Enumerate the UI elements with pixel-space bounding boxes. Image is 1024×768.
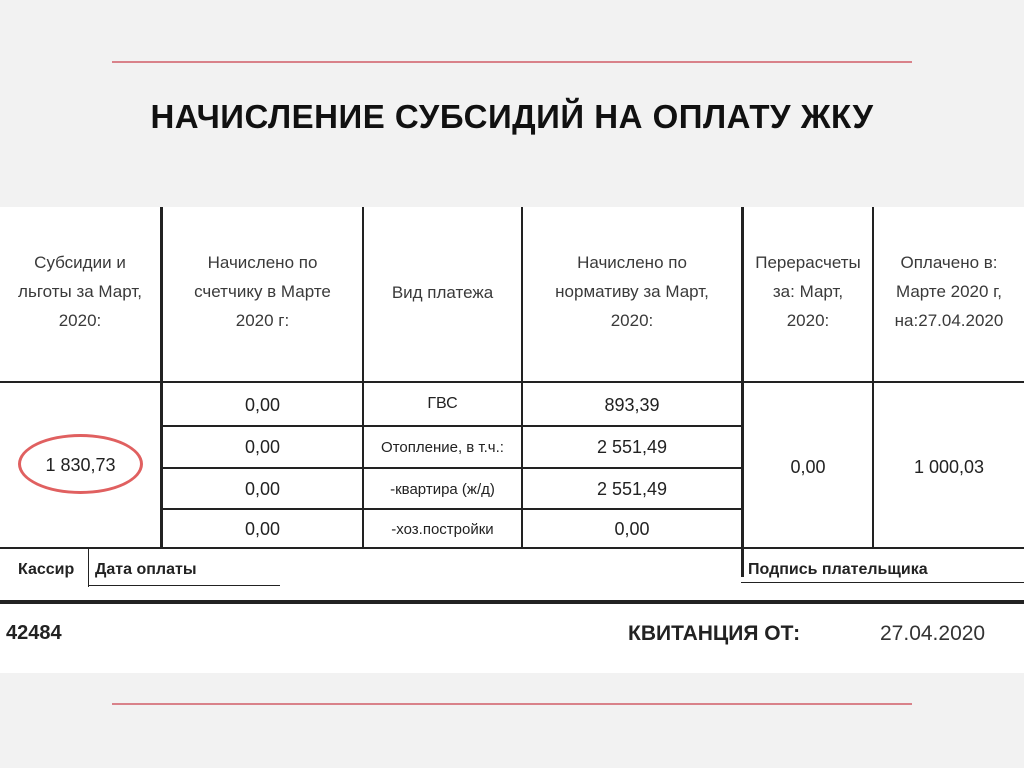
row-3-type: -квартира (ж/д): [390, 481, 495, 498]
row-line-3: [160, 508, 744, 510]
row-2-meter: 0,00: [244, 437, 281, 457]
top-divider: [112, 61, 912, 63]
signature-label: Подпись плательщика: [748, 561, 928, 578]
row-2-norm: 2 551,49: [596, 437, 668, 457]
header-payment-type: Вид платежа: [391, 283, 494, 302]
header-paid: Оплачено в: Марте 2020 г, на:27.04.2020: [894, 253, 1004, 330]
row-2-type: Отопление, в т.ч.:: [381, 439, 504, 456]
row-4-type: -хоз.постройки: [391, 521, 494, 538]
cashier-label: Кассир: [18, 561, 75, 578]
page-title: НАЧИСЛЕНИЕ СУБСИДИЙ НА ОПЛАТУ ЖКУ: [150, 98, 874, 135]
header-bottom-line: [0, 381, 1024, 383]
paid-value: 1 000,03: [913, 457, 985, 477]
header-subsidies: Субсидии и льготы за Март, 2020:: [18, 253, 142, 330]
header-recalc: Перерасчеты за: Март, 2020:: [755, 253, 861, 330]
receipt-label: КВИТАНЦИЯ ОТ:: [628, 622, 801, 645]
row-1-norm: 893,39: [604, 395, 660, 415]
table-bottom-line: [0, 547, 1024, 549]
header-by-meter: Начислено по счетчику в Марте 2020 г:: [194, 253, 331, 330]
pay-date-underline: [88, 585, 280, 586]
highlight-oval: [18, 434, 143, 494]
subsidy-value: 1 830,73: [45, 455, 116, 475]
row-3-meter: 0,00: [244, 479, 281, 499]
receipt-scan: [0, 207, 1024, 673]
row-line-2: [160, 467, 744, 469]
recalc-value: 0,00: [790, 457, 826, 477]
row-4-meter: 0,00: [244, 519, 281, 539]
row-1-type: ГВС: [427, 395, 458, 412]
row-4-norm: 0,00: [614, 519, 650, 539]
footer-thick-line: [0, 600, 1024, 604]
row-1-meter: 0,00: [244, 395, 281, 415]
bottom-divider: [112, 703, 912, 705]
pay-date-label: Дата оплаты: [95, 561, 197, 578]
row-line-1: [160, 425, 744, 427]
account-number: 42484: [6, 622, 62, 644]
header-by-norm: Начислено по нормативу за Март, 2020:: [555, 253, 709, 330]
signature-underline: [741, 582, 1024, 583]
receipt-date: 27.04.2020: [880, 622, 986, 645]
row-3-norm: 2 551,49: [596, 479, 668, 499]
pay-date-box-left: [88, 549, 89, 587]
